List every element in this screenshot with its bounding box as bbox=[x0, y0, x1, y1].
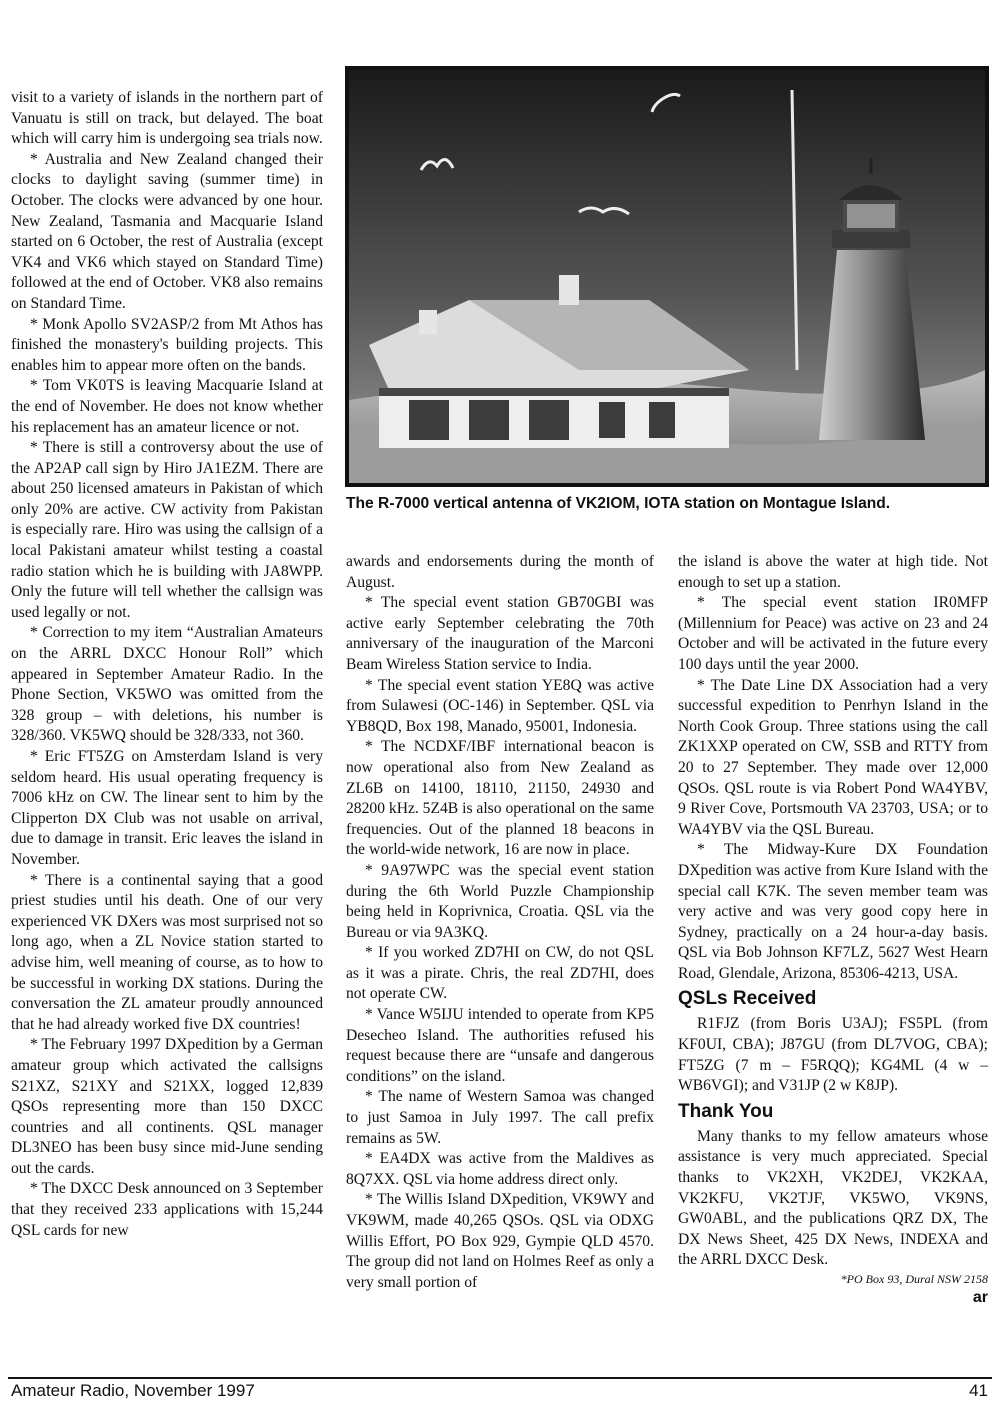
photo-caption: The R-7000 vertical antenna of VK2IOM, IOTA station on Montague Island. bbox=[346, 495, 891, 512]
paragraph: * The Midway-Kure DX Foundation DXpedition was active from Kure Island with the special call K7K. The seven member team was very active and was very good copy here in Sydney, practically on a 24 hour-a-day basis. QSL via Bob Johnson KF7LZ, 5627 West Hearn Road, Glendale, Arizona, 85306-4213, USA. bbox=[678, 841, 988, 982]
paragraph: awards and endorsements during the month of August. bbox=[346, 553, 654, 591]
footer-publication: Amateur Radio, November 1997 bbox=[11, 1381, 255, 1400]
paragraph: * The DXCC Desk announced on 3 September that they received 233 applications with 15,244 QSL cards for new bbox=[11, 1180, 323, 1239]
article-column-1 bbox=[11, 88, 323, 1241]
end-mark: ar bbox=[972, 1289, 988, 1306]
section-heading-thanks: Thank You bbox=[678, 1100, 774, 1122]
paragraph: * Correction to my item “Australian Amateurs on the ARRL DXCC Honour Roll” which appeared in September Amateur Radio. In the Phone Section, VK5WO was omitted from the 328 group – with deletions, his number is 328/360. VK5WQ should be 328/333, not 360. bbox=[11, 624, 323, 745]
article-column-3 bbox=[678, 552, 988, 1308]
page-number: 41 bbox=[969, 1381, 988, 1400]
paragraph: * Tom VK0TS is leaving Macquarie Island at the end of November. He does not know whether his replacement has an amateur licence or not. bbox=[11, 377, 323, 436]
paragraph: * The special event station IR0MFP (Millennium for Peace) was active on 23 and 24 October and will be activated in the future every 100 days until the year 2000. bbox=[678, 594, 988, 673]
footer-rule bbox=[8, 1377, 992, 1379]
paragraph: * There is still a controversy about the use of the AP2AP call sign by Hiro JA1EZM. There are about 250 licensed amateurs in Pakistan of which only 20% are active. CW activity from Pakistan is especially rare. Hiro was using the callsign of a local Pakistani amateur whilst testing a coastal radio station which he is building with JA8WPP. Only the future will tell whether the callsign was used legally or not. bbox=[11, 439, 323, 621]
lighthouse-photo bbox=[345, 66, 989, 487]
paragraph: * The special event station GB70GBI was active early September celebrating the 70th anniversary of the inauguration of the Marconi Beam Wireless Station service to India. bbox=[346, 594, 654, 673]
paragraph: the island is above the water at high tide. Not enough to set up a station. bbox=[678, 553, 988, 591]
paragraph: * Eric FT5ZG on Amsterdam Island is very seldom heard. His usual operating frequency is 7006 kHz on CW. The linear sent to him by the Clipperton DX Club was not usable on arrival, due to damage in transit. Eric leaves the island in November. bbox=[11, 748, 323, 868]
paragraph: Many thanks to my fellow amateurs whose assistance is very much appreciated. Special thanks to VK2XH, VK2DEJ, VK2KAA, VK2KFU, VK2TJF, VK5WO, VK9NS, GW0ABL, and the publications QRZ DX, The DX News Sheet, 425 DX News, INDEXA and the ARRL DXCC Desk. bbox=[678, 1127, 988, 1269]
paragraph: * Australia and New Zealand changed their clocks to daylight saving (summer time) in October. The clocks were advanced by one hour. New Zealand, Tasmania and Macquarie Island started on 6 October, the rest of Australia (except VK4 and VK6 which stayed on Standard Time) followed at the end of October. VK8 also remains on Standard Time. bbox=[11, 150, 323, 312]
paragraph: visit to a variety of islands in the northern part of Vanuatu is still on track, but delayed. The boat which will carry him is undergoing sea trials now. bbox=[11, 89, 323, 148]
paragraph: * The special event station YE8Q was active from Sulawesi (OC-146) in September. QSL via YB8QD, Box 198, Manado, 95001, Indonesia. bbox=[346, 676, 654, 735]
paragraph: * The Date Line DX Association had a very successful expedition to Penrhyn Island in the North Cook Group. Three stations using the call ZK1XXP operated on CW, SSB and RTTY from 20 to 27 September. They made over 12,000 QSOs. QSL route is via Robert Pond WA4YBV, 9 River Cove, Portsmouth VA 23703, USA; or to WA4YBV via the QSL Bureau. bbox=[678, 676, 988, 838]
paragraph: * The name of Western Samoa was changed to just Samoa in July 1997. The call prefix remains as 5W. bbox=[346, 1088, 654, 1147]
paragraph: * There is a continental saying that a good priest studies until his death. One of our very experienced VK DXers was most surprised not so long ago, when a ZL Novice station started to advise him, well meaning of course, as to how to be successful in working DX stations. During the conversation the ZL amateur proudly announced that he had already worked five DX countries! bbox=[11, 871, 323, 1033]
paragraph: * Monk Apollo SV2ASP/2 from Mt Athos has finished the monastery's building projects. This enables him to appear more often on the bands. bbox=[11, 315, 323, 374]
section-heading-qsls: QSLs Received bbox=[678, 988, 817, 1010]
lighthouse-photo-image bbox=[349, 70, 985, 483]
author-address: *PO Box 93, Dural NSW 2158 bbox=[840, 1272, 988, 1286]
paragraph: * EA4DX was active from the Maldives as 8Q7XX. QSL via home address direct only. bbox=[346, 1150, 654, 1188]
article-column-2 bbox=[346, 552, 654, 1293]
paragraph: * The February 1997 DXpedition by a German amateur group which activated the callsigns S21XZ, S21XY and S21XX, logged 12,839 QSOs representing more than 150 DXCC countries and all continents. QSL manager DL3NEO has been busy since mid-June sending out the cards. bbox=[11, 1036, 323, 1177]
paragraph: * Vance W5IJU intended to operate from KP5 Desecheo Island. The authorities refused his request because there are “unsafe and dangerous conditions” on the island. bbox=[346, 1006, 654, 1085]
paragraph: * The NCDXF/IBF international beacon is now operational also from New Zealand as ZL6B on 14100, 18110, 21150, 24930 and 28200 kHz. 5Z4B is also operational on the same frequencies. Out of the planned 18 beacons in the world-wide network, 16 are now in place. bbox=[346, 738, 654, 859]
paragraph: * If you worked ZD7HI on CW, do not QSL as it was a pirate. Chris, the real ZD7HI, does not operate CW. bbox=[346, 944, 654, 1003]
paragraph: * 9A97WPC was the special event station during the 6th World Puzzle Championship being held in Koprivnica, Croatia. QSL via the Bureau or via 9A3KQ. bbox=[346, 861, 654, 941]
paragraph: R1FJZ (from Boris U3AJ); FS5PL (from KF0UI, CBA); J87GU (from DL7VOG, CBA); FT5ZG (7 m – F5RQQ); KG4ML (4 w – WB6VGI); and V31JP (2 w K8JP). bbox=[678, 1015, 988, 1095]
paragraph: * The Willis Island DXpedition, VK9WY and VK9WM, made 40,265 QSOs. QSL via ODXG Willis Effort, PO Box 929, Gympie QLD 4570. The group did not land on Holmes Reef as only a very small portion of bbox=[346, 1191, 654, 1291]
